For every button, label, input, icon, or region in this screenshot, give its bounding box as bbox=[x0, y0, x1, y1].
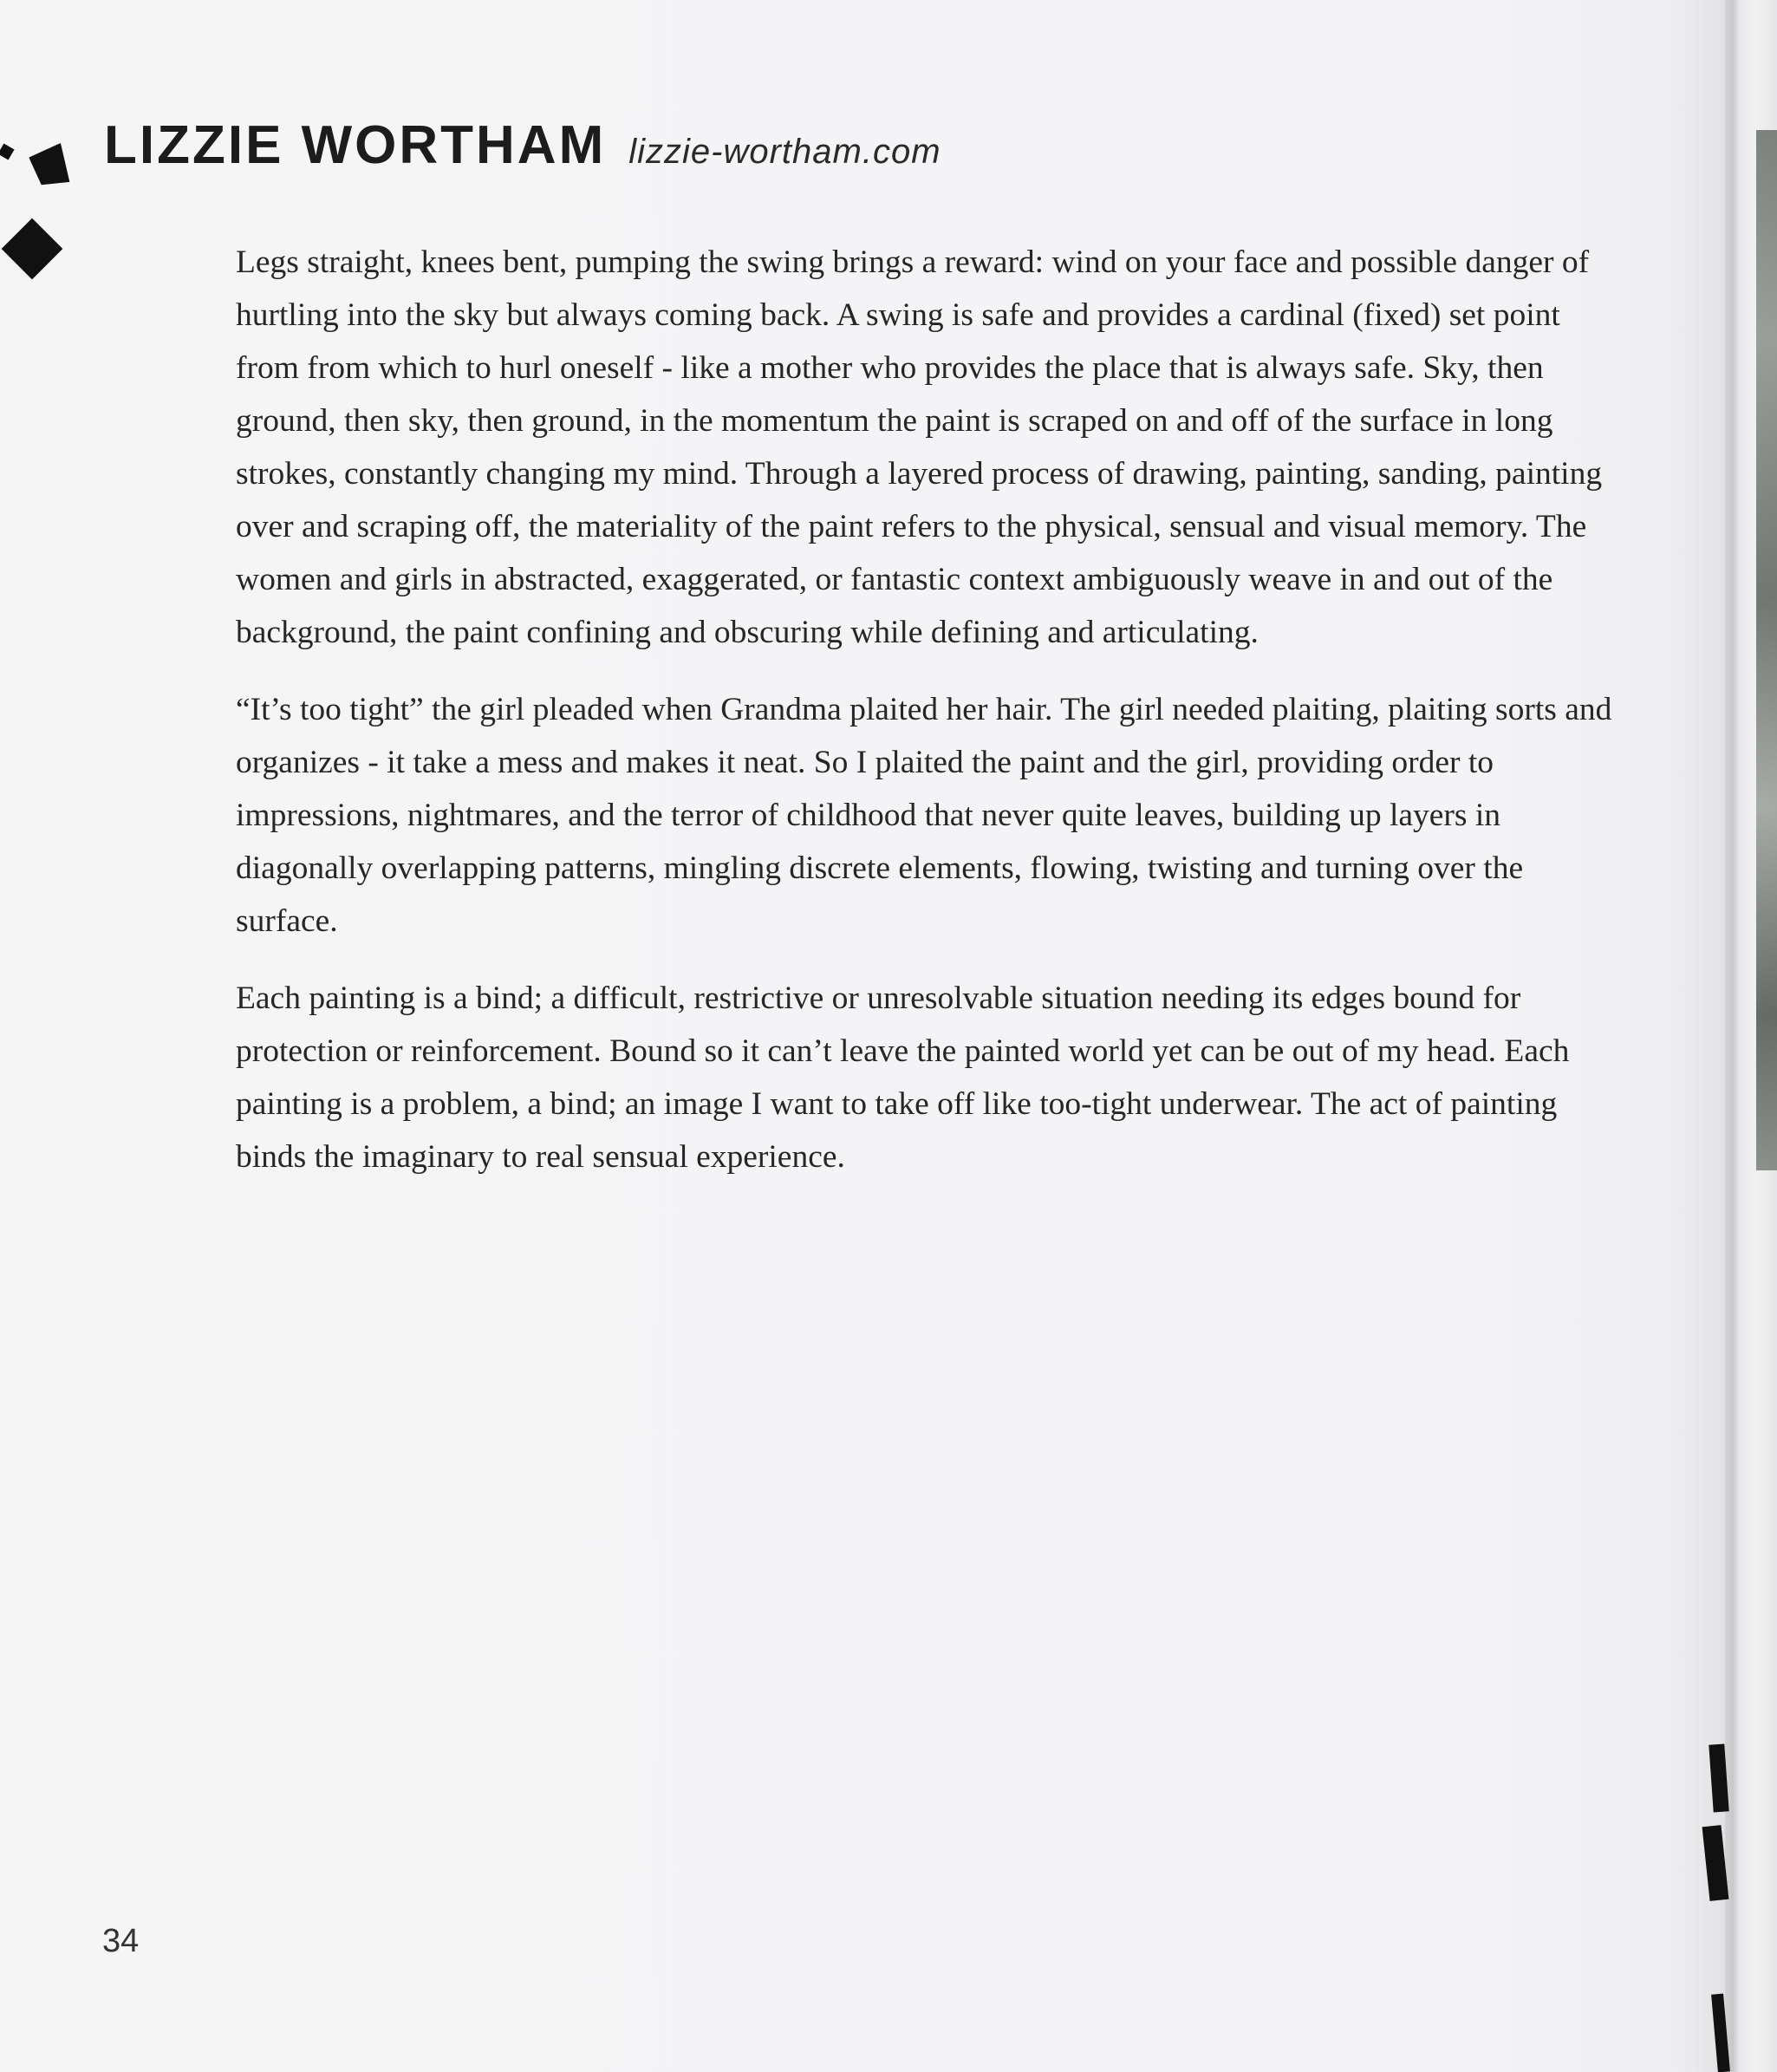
facing-page-photo-edge bbox=[1756, 130, 1777, 1170]
statement-paragraph: Each painting is a bind; a difficult, restrictive or unresolvable situation needing its edges bound for protection or reinforcement. Bound so it can’t leave the painted world yet can be out of my head. Each painting is a problem, a bind; an image I want to take off like too-tight underwear. The act of painting binds the imaginary to real sensual experience. bbox=[236, 981, 1570, 1175]
artist-name: LIZZIE WORTHAM bbox=[104, 115, 607, 175]
statement-paragraph: “It’s too tight” the girl pleaded when Grandma plaited her hair. The girl needed plaiting, plaiting sorts and organizes - it take a mess and makes it neat. So I plaited the paint and the girl, providing order to impressions, nightmares, and the terror of childhood that never quite leaves, building up layers in diagonally overlapping patterns, mingling discrete elements, flowing, twisting and turning over the surface. bbox=[236, 692, 1612, 939]
page-number: 34 bbox=[102, 1923, 140, 1959]
page-header bbox=[104, 114, 941, 176]
statement-paragraph: Legs straight, knees bent, pumping the swing brings a reward: wind on your face and possible danger of hurtling into the sky but always coming back. A swing is safe and provides a cardinal (fixed) set point from from which to hurl oneself - like a mother who provides the place that is always safe. Sky, then ground, then sky, then ground, in the momentum the paint is scraped on and off of the surface in long strokes, constantly changing my mind. Through a layered process of drawing, painting, sanding, painting over and scraping off, the materiality of the paint refers to the physical, sensual and visual memory. The women and girls in abstracted, exaggerated, or fantastic context ambiguously weave in and out of the background, the paint confining and obscuring while defining and articulating. bbox=[236, 244, 1603, 650]
artist-statement bbox=[236, 236, 1618, 1208]
artist-website: lizzie-wortham.com bbox=[628, 133, 941, 171]
